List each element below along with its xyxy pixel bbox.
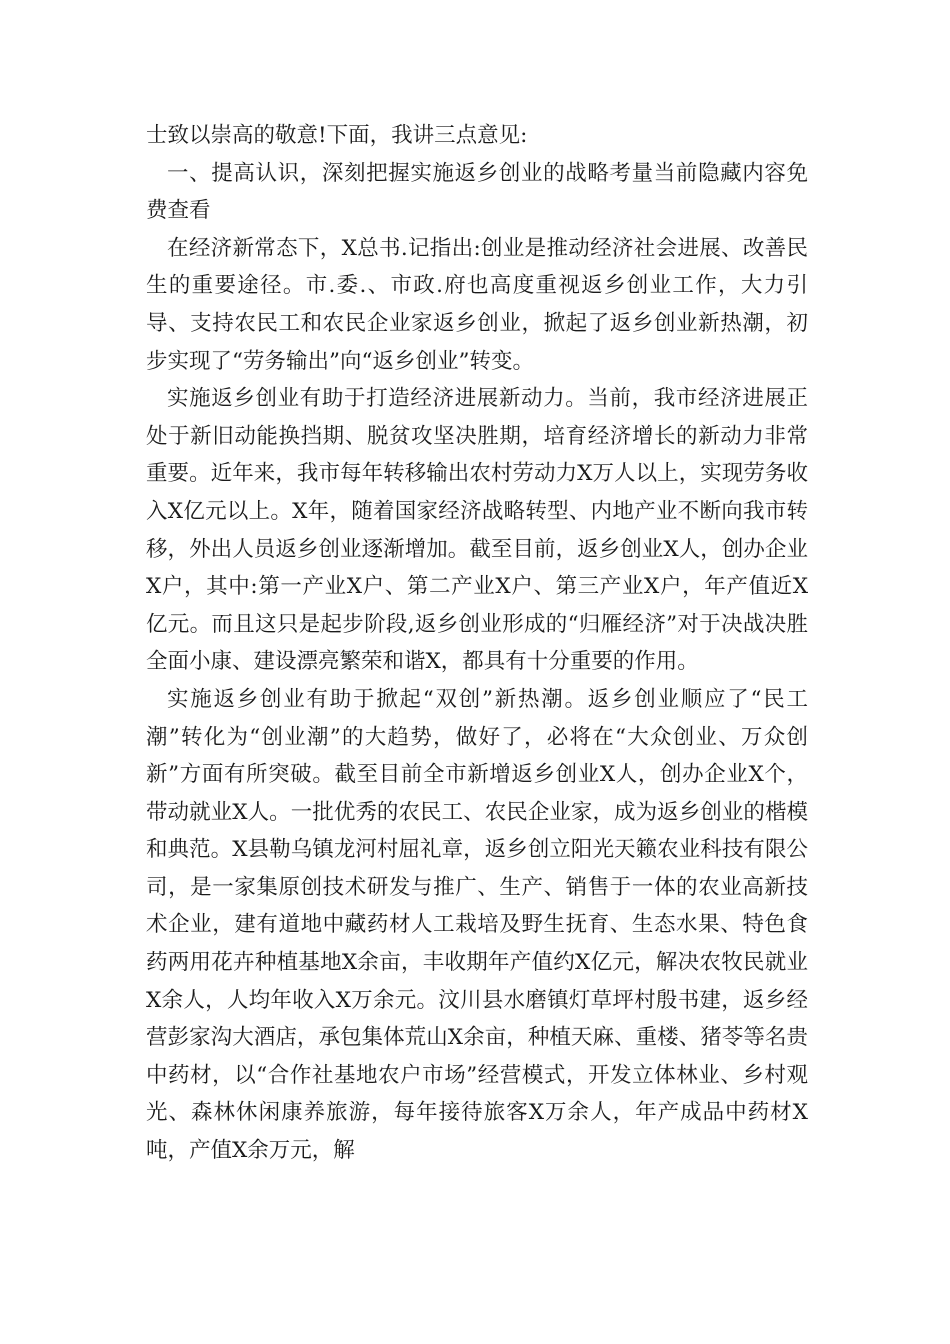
section-heading-1: 一、提高认识，深刻把握实施返乡创业的战略考量当前隐藏内容免费查看 bbox=[146, 160, 808, 224]
document-body bbox=[146, 117, 808, 1170]
paragraph-double-innovation: 实施返乡创业有助于掀起“双创”新热潮。返乡创业顺应了“民工潮”转化为“创业潮”的大趋势，做好了，必将在“大众创业、万众创新”方面有所突破。截至目前全市新增返乡创业X人，创办企业X个，带动就业X人。一批优秀的农民工、农民企业家，成为返乡创业的楷模和典范。X县勒乌镇龙河村屈礼章，返乡创立阳光天籁农业科技有限公司，是一家集原创技术研发与推广、生产、销售于一体的农业高新技术企业，建有道地中藏药材人工栽培及野生抚育、生态水果、特色食药两用花卉种植基地X余亩，丰收期年产值约X亿元，解决农牧民就业X余人，人均年收入X万余元。汶川县水磨镇灯草坪村殷书建，返乡经营彭家沟大酒店，承包集体荒山X余亩，种植天麻、重楼、猪苓等名贵中药材，以“合作社基地农户市场”经营模式，开发立体林业、乡村观光、森林休闲康养旅游，每年接待旅客X万余人，年产成品中药材X吨，产值X余万元，解 bbox=[146, 686, 808, 1164]
paragraph-economic-momentum: 实施返乡创业有助于打造经济进展新动力。当前，我市经济进展正处于新旧动能换挡期、脱贫攻坚决胜期，培育经济增长的新动力非常重要。近年来，我市每年转移输出农村劳动力X万人以上，实现劳务收入X亿元以上。X年，随着国家经济战略转型、内地产业不断向我市转移，外出人员返乡创业逐渐增加。截至目前，返乡创业X人，创办企业X户，其中:第一产业X户、第二产业X户、第三产业X户，年产值近X亿元。而且这只是起步阶段,返乡创业形成的“归雁经济”对于决战决胜全面小康、建设漂亮繁荣和谐X，都具有十分重要的作用。 bbox=[146, 386, 808, 675]
paragraph-new-normal: 在经济新常态下，X总书.记指出:创业是推动经济社会进展、改善民生的重要途径。市.委.、市政.府也高度重视返乡创业工作，大力引导、支持农民工和农民企业家返乡创业，掀起了返乡创业新热潮，初步实现了“劳务输出”向“返乡创业”转变。 bbox=[146, 235, 808, 374]
paragraph-opening: 士致以崇高的敬意!下面，我讲三点意见: bbox=[146, 123, 528, 148]
